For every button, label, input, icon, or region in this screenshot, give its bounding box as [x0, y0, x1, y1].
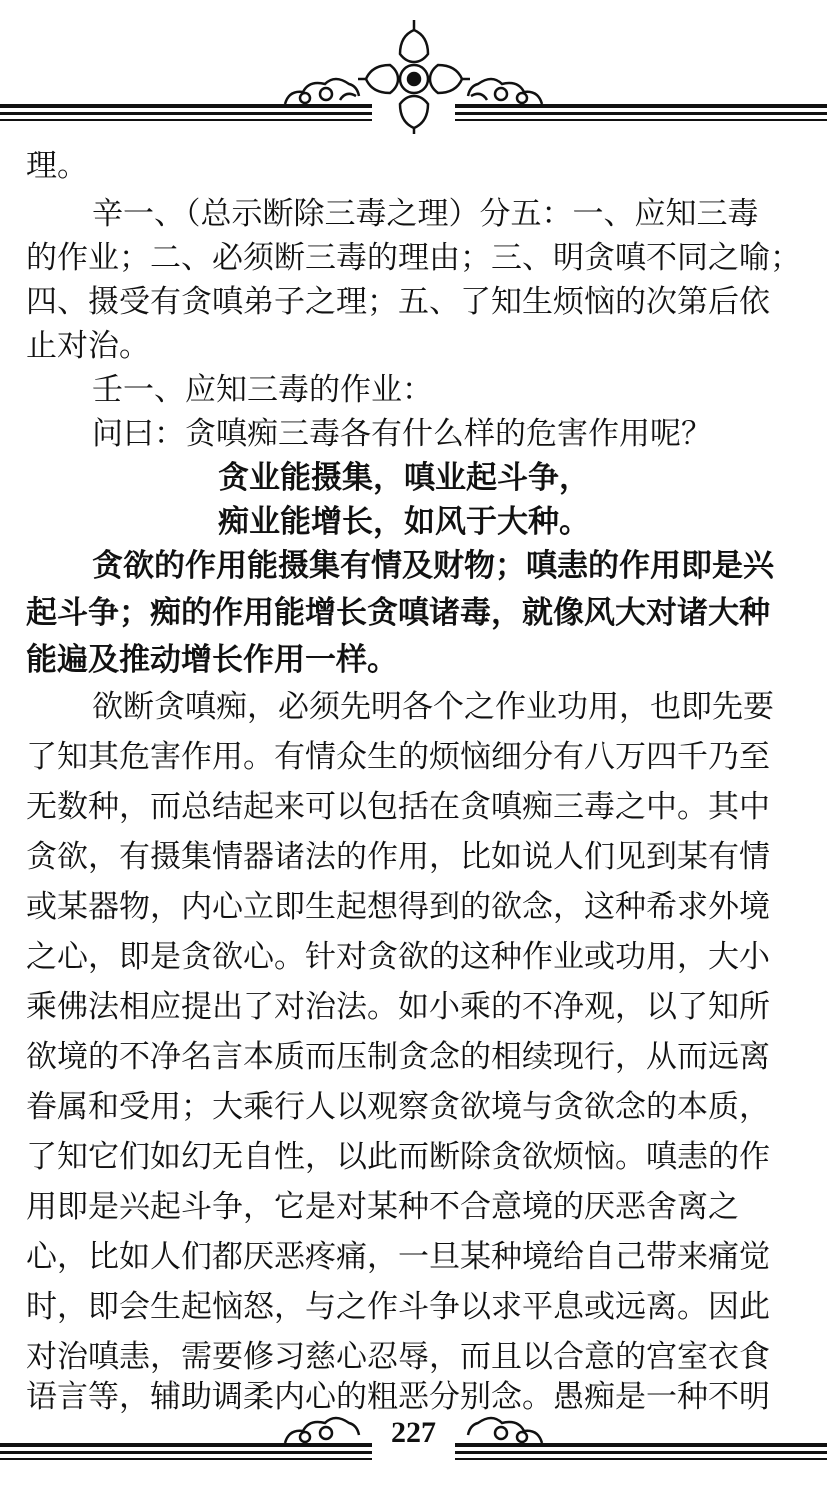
question-line: 问曰：贪嗔痴三毒各有什么样的危害作用呢？ — [92, 416, 712, 452]
body-line: 用即是兴起斗争，它是对某种不合意境的厌恶舍离之 — [26, 1189, 739, 1225]
body-line: 了知其危害作用。有情众生的烦恼细分有八万四千乃至 — [26, 739, 770, 775]
section-heading-line: 辛一、（总示断除三毒之理）分五：一、应知三毒 — [92, 196, 759, 232]
cloud-swirl-right-icon — [468, 79, 542, 104]
bold-commentary-line: 贪欲的作用能摄集有情及财物；嗔恚的作用即是兴 — [92, 548, 774, 584]
bold-commentary-line: 起斗争；痴的作用能增长贪嗔诸毒，就像风大对诸大种 — [26, 595, 770, 631]
verse-line: 痴业能增长，如风于大种。 — [218, 504, 590, 540]
body-line: 时，即会生起恼怒，与之作斗争以求平息或远离。因此 — [26, 1289, 770, 1325]
body-line: 欲断贪嗔痴，必须先明各个之作业功用，也即先要 — [92, 689, 774, 725]
body-line: 对治嗔恚，需要修习慈心忍辱，而且以合意的宫室衣食 — [26, 1339, 770, 1375]
header-ornament — [0, 0, 827, 135]
cloud-swirl-left-icon — [285, 79, 359, 104]
subsection-heading: 壬一、应知三毒的作业： — [92, 372, 433, 408]
body-line: 心，比如人们都厌恶疼痛，一旦某种境给自己带来痛觉 — [26, 1239, 770, 1275]
page-number: 227 — [391, 1416, 436, 1449]
body-line: 眷属和受用；大乘行人以观察贪欲境与贪欲念的本质， — [26, 1089, 770, 1125]
body-line: 语言等，辅助调柔内心的粗恶分别念。愚痴是一种不明 — [26, 1379, 770, 1415]
section-heading-line: 四、摄受有贪嗔弟子之理；五、了知生烦恼的次第后依 — [26, 284, 770, 320]
body-line: 或某器物，内心立即生起想得到的欲念，这种希求外境 — [26, 889, 770, 925]
section-heading-line: 的作业；二、必须断三毒的理由；三、明贪嗔不同之喻； — [26, 240, 801, 276]
body-line: 乘佛法相应提出了对治法。如小乘的不净观，以了知所 — [26, 989, 770, 1025]
text-line: 理。 — [26, 148, 88, 184]
header-rule-left — [0, 104, 372, 121]
bold-commentary-line: 能遍及推动增长作用一样。 — [26, 642, 398, 678]
verse-line: 贪业能摄集，嗔业起斗争， — [218, 460, 590, 496]
body-line: 无数种，而总结起来可以包括在贪嗔痴三毒之中。其中 — [26, 789, 770, 825]
double-vajra-icon — [358, 20, 470, 134]
body-line: 欲境的不净名言本质而压制贪念的相续现行，从而远离 — [26, 1039, 770, 1075]
body-line: 贪欲，有摄集情器诸法的作用，比如说人们见到某有情 — [26, 839, 770, 875]
body-line: 了知它们如幻无自性，以此而断除贪欲烦恼。嗔恚的作 — [26, 1139, 770, 1175]
section-heading-line: 止对治。 — [26, 328, 150, 364]
body-line: 之心，即是贪欲心。针对贪欲的这种作业或功用，大小 — [26, 939, 770, 975]
header-rule-right — [455, 104, 827, 121]
